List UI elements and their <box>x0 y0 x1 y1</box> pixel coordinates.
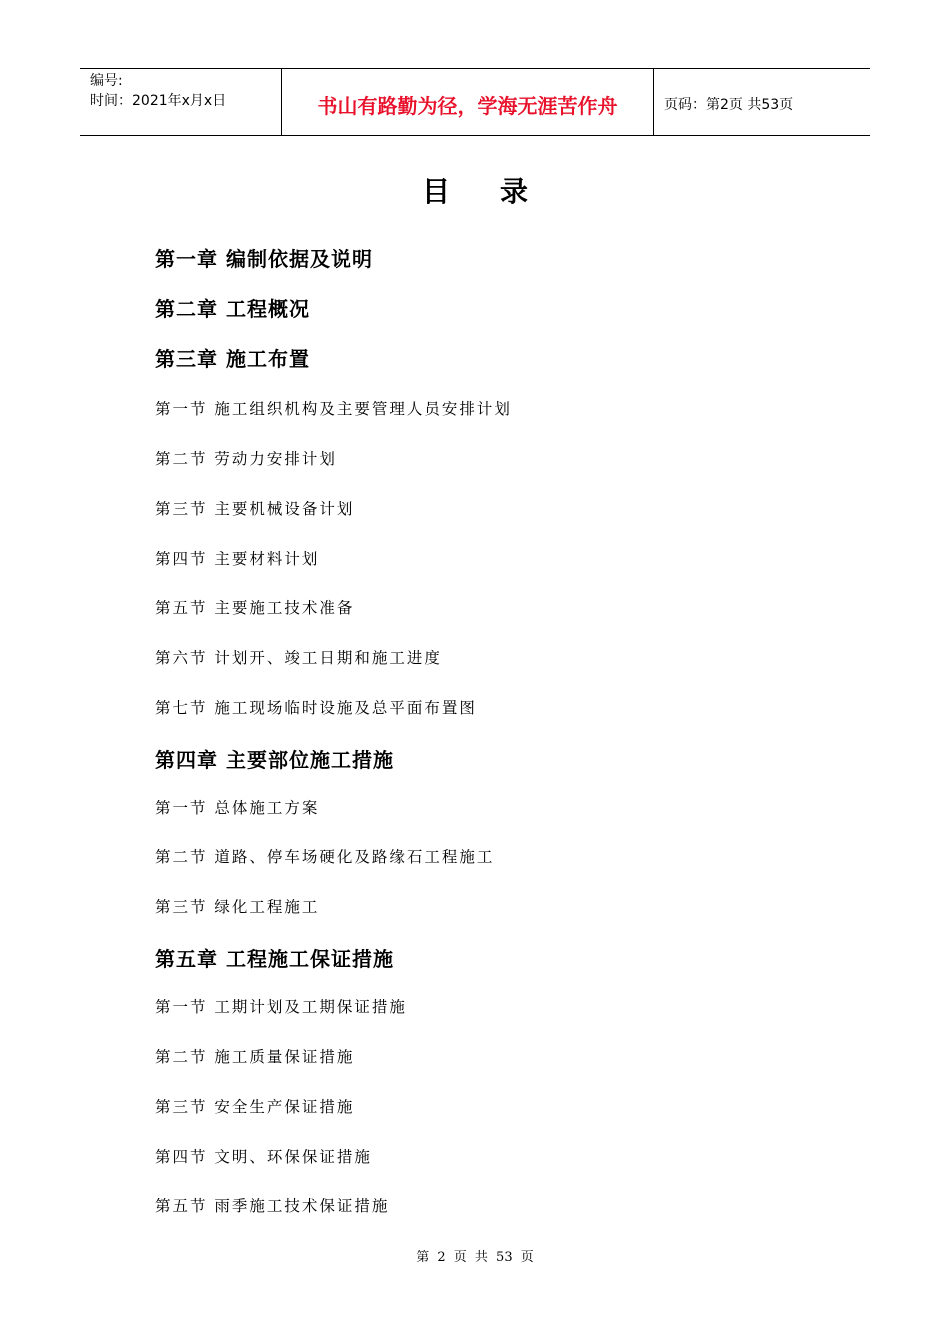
toc-section[interactable]: 第一节 施工组织机构及主要管理人员安排计划 <box>155 400 512 418</box>
header-info-cell <box>80 69 282 135</box>
toc-chapter[interactable]: 第一章 编制依据及说明 <box>155 247 373 271</box>
toc-section[interactable]: 第三节 绿化工程施工 <box>155 898 320 916</box>
header-motto-cell <box>282 69 654 135</box>
document-date-label: 时间：2021年x月x日 <box>90 93 227 109</box>
toc-section[interactable]: 第七节 施工现场临时设施及总平面布置图 <box>155 699 477 717</box>
page-header <box>80 68 870 136</box>
toc-section[interactable]: 第二节 施工质量保证措施 <box>155 1048 355 1066</box>
toc-section[interactable]: 第五节 主要施工技术准备 <box>155 599 355 617</box>
toc-section[interactable]: 第二节 劳动力安排计划 <box>155 450 337 468</box>
header-page-cell <box>654 69 870 135</box>
toc-chapter[interactable]: 第二章 工程概况 <box>155 297 310 321</box>
toc-section[interactable]: 第一节 总体施工方案 <box>155 799 320 817</box>
toc-section[interactable]: 第三节 安全生产保证措施 <box>155 1098 355 1116</box>
page-title: 目录 <box>421 175 578 208</box>
toc-section[interactable]: 第四节 主要材料计划 <box>155 550 320 568</box>
toc-section[interactable]: 第二节 道路、停车场硬化及路缘石工程施工 <box>155 848 495 866</box>
toc-section[interactable]: 第六节 计划开、竣工日期和施工进度 <box>155 649 442 667</box>
header-motto: 书山有路勤为径，学海无涯苦作舟 <box>317 93 618 118</box>
toc-section[interactable]: 第一节 工期计划及工期保证措施 <box>155 998 407 1016</box>
toc-section[interactable]: 第三节 主要机械设备计划 <box>155 500 355 518</box>
toc-section[interactable]: 第四节 文明、环保保证措施 <box>155 1148 372 1166</box>
toc-section[interactable]: 第五节 雨季施工技术保证措施 <box>155 1197 390 1215</box>
toc-chapter[interactable]: 第五章 工程施工保证措施 <box>155 947 394 971</box>
page-footer: 第 2 页 共 53 页 <box>416 1250 534 1265</box>
toc-chapter[interactable]: 第四章 主要部位施工措施 <box>155 748 394 772</box>
header-page-number: 页码：第2页 共53页 <box>664 97 794 113</box>
toc-chapter[interactable]: 第三章 施工布置 <box>155 347 310 371</box>
document-number-label: 编号: <box>90 73 123 89</box>
